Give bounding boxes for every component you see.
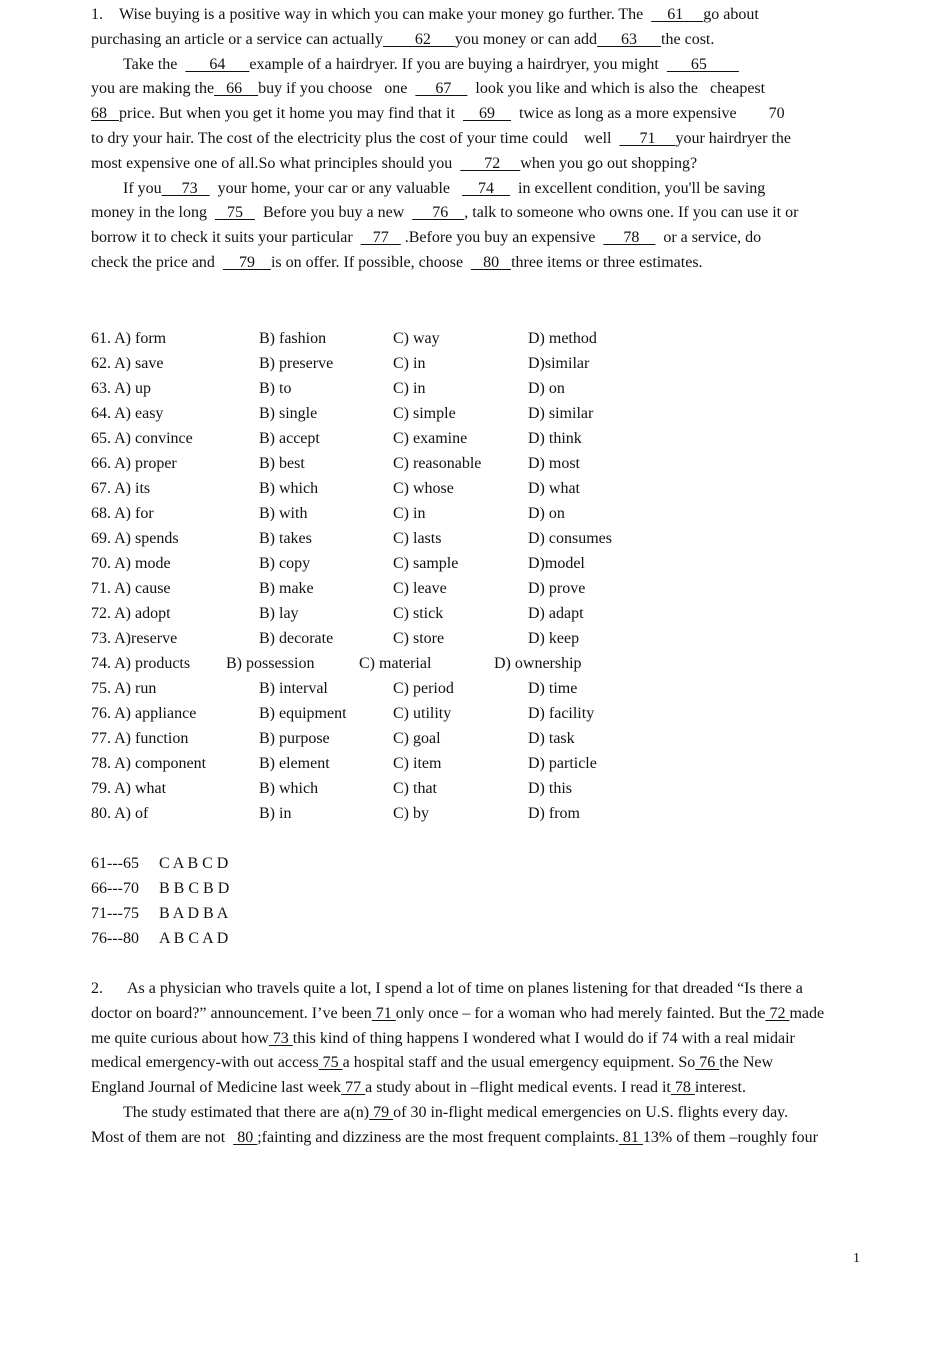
option-a: 79. A) what (91, 780, 167, 797)
answer-keys: B A D B A (159, 905, 229, 922)
option-a: 62. A) save (91, 355, 164, 372)
option-b: B) with (259, 505, 308, 522)
option-b: B) lay (259, 605, 299, 622)
option-d: D) on (528, 380, 565, 397)
page-number: 1 (853, 1251, 860, 1266)
passage-line: check the price and 79 is on offer. If possible, choose 80 three items or three estimates. (91, 253, 703, 271)
option-b: B) in (259, 805, 292, 822)
answer-row (91, 851, 229, 876)
passage-line: medical emergency-with out access 75 a hospital staff and the usual emergency equipment. So 76 the New (91, 1054, 774, 1072)
option-d: D) what (528, 480, 580, 497)
option-c: C) by (393, 805, 429, 822)
passage-line: 1. Wise buying is a positive way in which you can make your money go further. The 61 go about (91, 6, 759, 23)
answer-range: 66---70 (91, 880, 139, 897)
option-b: B) copy (259, 555, 311, 572)
option-d: D) task (528, 730, 575, 747)
option-c: C) leave (393, 580, 447, 597)
passage-line: If you 73 your home, your car or any valuable 74 in excellent condition, you'll be saving (91, 179, 766, 197)
option-d: D) think (528, 430, 582, 447)
option-b: B) preserve (259, 355, 334, 372)
option-d: D)similar (528, 355, 590, 372)
passage-line: borrow it to check it suits your particular 77 .Before you buy an expensive 78 or a service, do (91, 229, 762, 247)
option-b: B) to (259, 380, 292, 397)
option-d: D) similar (528, 405, 594, 422)
answer-range: 71---75 (91, 905, 139, 922)
option-c: C) simple (393, 405, 456, 422)
option-d: D) method (528, 330, 597, 347)
option-a: 80. A) of (91, 805, 149, 822)
option-a: 70. A) mode (91, 555, 171, 572)
answer-range: 61---65 (91, 855, 139, 872)
passage-line: you are making the 66 buy if you choose one 67 look you like and which is also the cheapest (91, 80, 766, 98)
option-c: C) item (393, 755, 442, 772)
option-c: C) whose (393, 480, 454, 497)
passage-2 (91, 977, 865, 1151)
option-a: 64. A) easy (91, 405, 164, 422)
option-c: C) in (393, 355, 426, 372)
answer-row (91, 901, 229, 926)
option-a: 76. A) appliance (91, 705, 197, 722)
option-d: D) facility (528, 705, 595, 722)
passage-line: money in the long 75 Before you buy a new 76 , talk to someone who owns one. If you can use it or (91, 204, 799, 222)
option-a: 72. A) adopt (91, 605, 171, 622)
passage-line: 68 price. But when you get it home you may find that it 69 twice as long as a more expensive 70 (91, 105, 785, 123)
option-a: 77. A) function (91, 730, 189, 747)
option-d: D) this (528, 780, 572, 797)
answer-range: 76---80 (91, 930, 139, 947)
option-b: B) best (259, 455, 305, 472)
answer-keys: B B C B D (159, 880, 230, 897)
option-c: C) material (359, 655, 432, 672)
option-c: C) lasts (393, 530, 442, 547)
option-b: B) which (259, 780, 319, 797)
option-d: D)model (528, 555, 585, 572)
passage-line: purchasing an article or a service can actually 62 you money or can add 63 the cost. (91, 30, 715, 48)
option-c: C) goal (393, 730, 441, 747)
option-a: 63. A) up (91, 380, 151, 397)
option-a: 75. A) run (91, 680, 157, 697)
option-c: C) that (393, 780, 437, 797)
option-d: D) from (528, 805, 580, 822)
option-c: C) utility (393, 705, 452, 722)
option-c: C) in (393, 380, 426, 397)
option-d: D) prove (528, 580, 586, 597)
option-a: 66. A) proper (91, 455, 177, 472)
passage-line: Most of them are not 80 ;fainting and dizziness are the most frequent complaints. 81 13% of them –roughly four (91, 1128, 818, 1146)
option-b: B) possession (226, 655, 315, 672)
passage-line: most expensive one of all.So what principles should you 72 when you go out shopping? (91, 154, 698, 172)
answer-row (91, 926, 229, 951)
option-c: C) store (393, 630, 445, 647)
option-d: D) adapt (528, 605, 584, 622)
option-c: C) stick (393, 605, 444, 622)
option-b: B) equipment (259, 705, 347, 722)
option-a: 61. A) form (91, 330, 167, 347)
option-a: 65. A) convince (91, 430, 193, 447)
option-c: C) examine (393, 430, 468, 447)
option-b: B) interval (259, 680, 328, 697)
option-b: B) single (259, 405, 318, 422)
passage-line: The study estimated that there are a(n) 79 of 30 in-flight medical emergencies on U.S. flights every day. (91, 1103, 789, 1121)
option-b: B) element (259, 755, 330, 772)
option-d: D) most (528, 455, 580, 472)
option-d: D) consumes (528, 530, 612, 547)
option-c: C) sample (393, 555, 459, 572)
passage-line: me quite curious about how 73 this kind of thing happens I wondered what I would do if 74 with a real midair (91, 1029, 795, 1047)
option-a: 73. A)reserve (91, 630, 178, 647)
option-a: 74. A) products (91, 655, 191, 672)
option-d: D) on (528, 505, 565, 522)
option-b: B) purpose (259, 730, 330, 747)
answer-key (91, 851, 229, 951)
option-d: D) ownership (494, 655, 582, 672)
option-b: B) fashion (259, 330, 327, 347)
option-b: B) decorate (259, 630, 334, 647)
option-c: C) reasonable (393, 455, 482, 472)
option-a: 78. A) component (91, 755, 207, 772)
passage-line: doctor on board?” announcement. I’ve been 71 only once – for a woman who had merely fainted. But the 72 made (91, 1004, 825, 1022)
option-a: 67. A) its (91, 480, 151, 497)
option-d: D) time (528, 680, 578, 697)
answer-row (91, 876, 229, 901)
passage-line: to dry your hair. The cost of the electricity plus the cost of your time could well 71 your hairdryer the (91, 129, 791, 147)
option-c: C) in (393, 505, 426, 522)
option-a: 71. A) cause (91, 580, 171, 597)
option-b: B) make (259, 580, 314, 597)
option-c: C) period (393, 680, 454, 697)
option-a: 69. A) spends (91, 530, 179, 547)
option-d: D) particle (528, 755, 597, 772)
option-b: B) which (259, 480, 319, 497)
option-b: B) accept (259, 430, 320, 447)
passage-line: Take the 64 example of a hairdryer. If you are buying a hairdryer, you might 65 (91, 55, 739, 73)
option-d: D) keep (528, 630, 580, 647)
option-a: 68. A) for (91, 505, 154, 522)
answer-keys: A B C A D (159, 930, 229, 947)
passage-line: England Journal of Medicine last week 77 a study about in –flight medical events. I read it 78 interest. (91, 1079, 746, 1097)
passage-line: 2. As a physician who travels quite a lot, I spend a lot of time on planes listening for that dreaded “Is there a (91, 980, 803, 997)
option-c: C) way (393, 330, 440, 347)
answer-keys: C A B C D (159, 855, 229, 872)
passage-1 (91, 3, 865, 276)
option-b: B) takes (259, 530, 312, 547)
